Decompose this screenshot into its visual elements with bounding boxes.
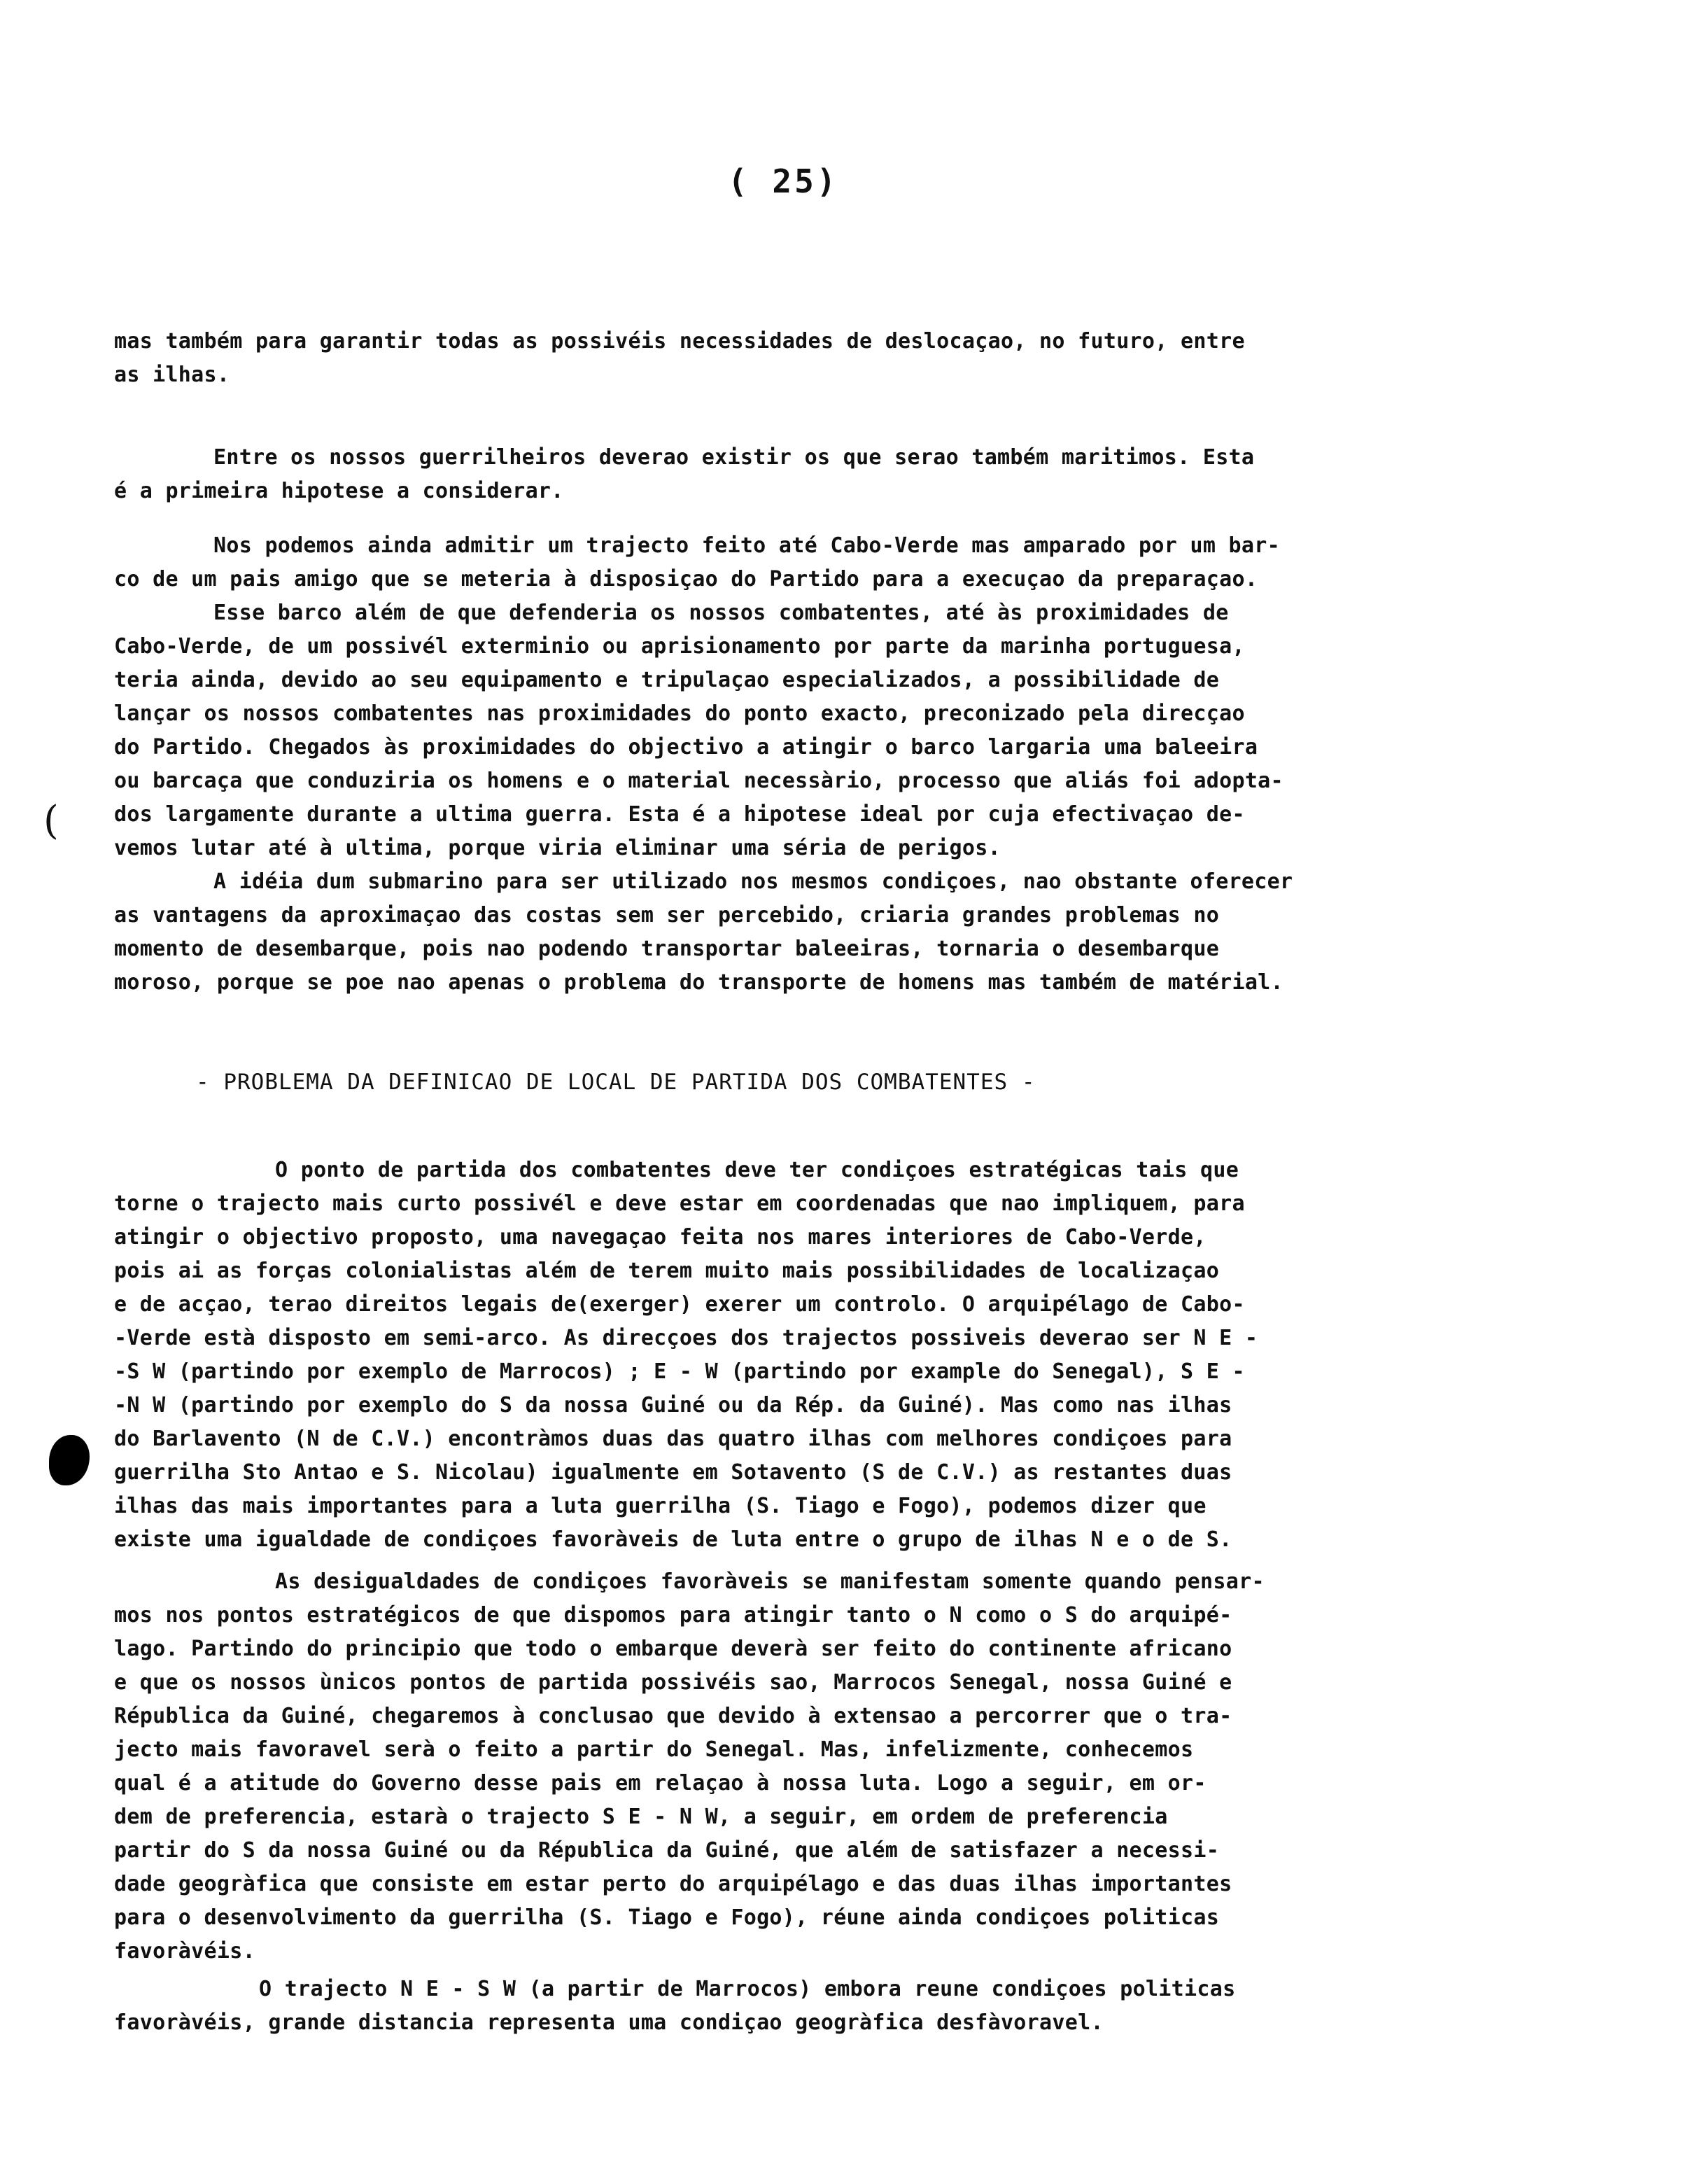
section-heading: - PROBLEMA DA DEFINICAO DE LOCAL DE PARTIDA DOS COMBATENTES -	[196, 1070, 1036, 1095]
text-line: Républica da Guiné, chegaremos à conclusao que devido à extensao a percorrer que o tra-	[114, 1704, 1232, 1728]
text-line: partir do S da nossa Guiné ou da Républica da Guiné, que além de satisfazer a necessi-	[114, 1838, 1220, 1863]
text-line: guerrilha Sto Antao e S. Nicolau) igualmente em Sotavento (S de C.V.) as restantes duas	[114, 1460, 1232, 1485]
text-line: mos nos pontos estratégicos de que dispomos para atingir tanto o N como o S do arquipé-	[114, 1603, 1232, 1628]
text-line: dade geogràfica que consiste em estar perto do arquipélago e das duas ilhas importantes	[114, 1872, 1232, 1896]
text-line: do Barlavento (N de C.V.) encontràmos duas das quatro ilhas com melhores condiçoes para	[114, 1427, 1232, 1451]
text-line: O trajecto N E - S W (a partir de Marrocos) embora reune condiçoes politicas	[259, 1977, 1236, 2001]
text-line: do Partido. Chegados às proximidades do objectivo a atingir o barco largaria uma baleeira	[114, 735, 1258, 760]
text-line: -Verde està disposto em semi-arco. As direcçoes dos trajectos possiveis deverao ser N E -	[114, 1326, 1258, 1350]
text-line: torne o trajecto mais curto possivél e deve estar em coordenadas que nao impliquem, para	[114, 1191, 1245, 1216]
text-line: Entre os nossos guerrilheiros deverao existir os que serao também maritimos. Esta	[213, 445, 1255, 470]
text-line: lago. Partindo do principio que todo o embarque deverà ser feito do continente africano	[114, 1637, 1232, 1661]
text-line: favoràvéis.	[114, 1939, 255, 1963]
text-line: teria ainda, devido ao seu equipamento e tripulaçao especializados, a possibilidade de	[114, 668, 1220, 692]
text-line: O ponto de partida dos combatentes deve ter condiçoes estratégicas tais que	[275, 1158, 1239, 1182]
text-line: Cabo-Verde, de um possivél exterminio ou aprisionamento por parte da marinha portuguesa,	[114, 634, 1245, 659]
text-line: -S W (partindo por exemplo de Marrocos) ; E - W (partindo por example do Senegal), S E -	[114, 1359, 1245, 1384]
text-line: ou barcaça que conduziria os homens e o material necessàrio, processo que aliás foi adopta-	[114, 769, 1283, 793]
text-line: atingir o objectivo proposto, uma navegaçao feita nos mares interiores de Cabo-Verde,	[114, 1225, 1207, 1250]
text-line: Esse barco além de que defenderia os nossos combatentes, até às proximidades de	[213, 601, 1229, 625]
text-line: dos largamente durante a ultima guerra. Esta é a hipotese ideal por cuja efectivaçao de-	[114, 802, 1245, 827]
text-line: As desigualdades de condiçoes favoràveis se manifestam somente quando pensar-	[275, 1569, 1265, 1594]
text-line: momento de desembarque, pois nao podendo transportar baleeiras, tornaria o desembarque	[114, 937, 1220, 961]
text-line: A idéia dum submarino para ser utilizado nos mesmos condiçoes, nao obstante oferecer	[213, 869, 1293, 894]
text-line: ilhas das mais importantes para a luta guerrilha (S. Tiago e Fogo), podemos dizer que	[114, 1494, 1207, 1518]
text-line: qual é a atitude do Governo desse pais em relaçao à nossa luta. Logo a seguir, em or-	[114, 1771, 1207, 1795]
text-line: existe uma igualdade de condiçoes favoràveis de luta entre o grupo de ilhas N e o de S.	[114, 1527, 1232, 1552]
ink-blot	[49, 1435, 90, 1485]
text-line: moroso, porque se poe nao apenas o problema do transporte de homens mas também de matérial.	[114, 970, 1283, 995]
text-line: vemos lutar até à ultima, porque viria eliminar uma séria de perigos.	[114, 836, 1001, 860]
text-line: pois ai as forças colonialistas além de terem muito mais possibilidades de localizaçao	[114, 1259, 1220, 1283]
page-number: ( 25)	[728, 162, 839, 200]
text-line: Nos podemos ainda admitir um trajecto feito até Cabo-Verde mas amparado por um bar-	[213, 533, 1281, 558]
text-line: e que os nossos ùnicos pontos de partida possivéis sao, Marrocos Senegal, nossa Guiné e	[114, 1670, 1232, 1695]
text-line: e de acçao, terao direitos legais de(exerger) exerer um controlo. O arquipélago de Cabo-	[114, 1292, 1245, 1317]
text-line: jecto mais favoravel serà o feito a partir do Senegal. Mas, infelizmente, conhecemos	[114, 1737, 1194, 1762]
text-line: favoràvéis, grande distancia representa uma condiçao geogràfica desfàvoravel.	[114, 2010, 1104, 2035]
text-line: é a primeira hipotese a considerar.	[114, 479, 564, 503]
text-line: lançar os nossos combatentes nas proximidades do ponto exacto, preconizado pela direcçao	[114, 701, 1245, 726]
text-line: as ilhas.	[114, 363, 230, 387]
text-line: dem de preferencia, estarà o trajecto S E - N W, a seguir, em ordem de preferencia	[114, 1805, 1168, 1829]
text-line: -N W (partindo por exemplo do S da nossa Guiné ou da Rép. da Guiné). Mas como nas ilhas	[114, 1393, 1232, 1418]
text-line: para o desenvolvimento da guerrilha (S. Tiago e Fogo), réune ainda condiçoes politicas	[114, 1905, 1220, 1930]
text-line: as vantagens da aproximaçao das costas sem ser percebido, criaria grandes problemas no	[114, 903, 1220, 927]
text-line: co de um pais amigo que se meteria à disposiçao do Partido para a execuçao da preparaçao.	[114, 567, 1258, 592]
text-line: mas também para garantir todas as possivéis necessidades de deslocaçao, no futuro, entre	[114, 329, 1245, 354]
margin-mark: (	[43, 798, 59, 844]
